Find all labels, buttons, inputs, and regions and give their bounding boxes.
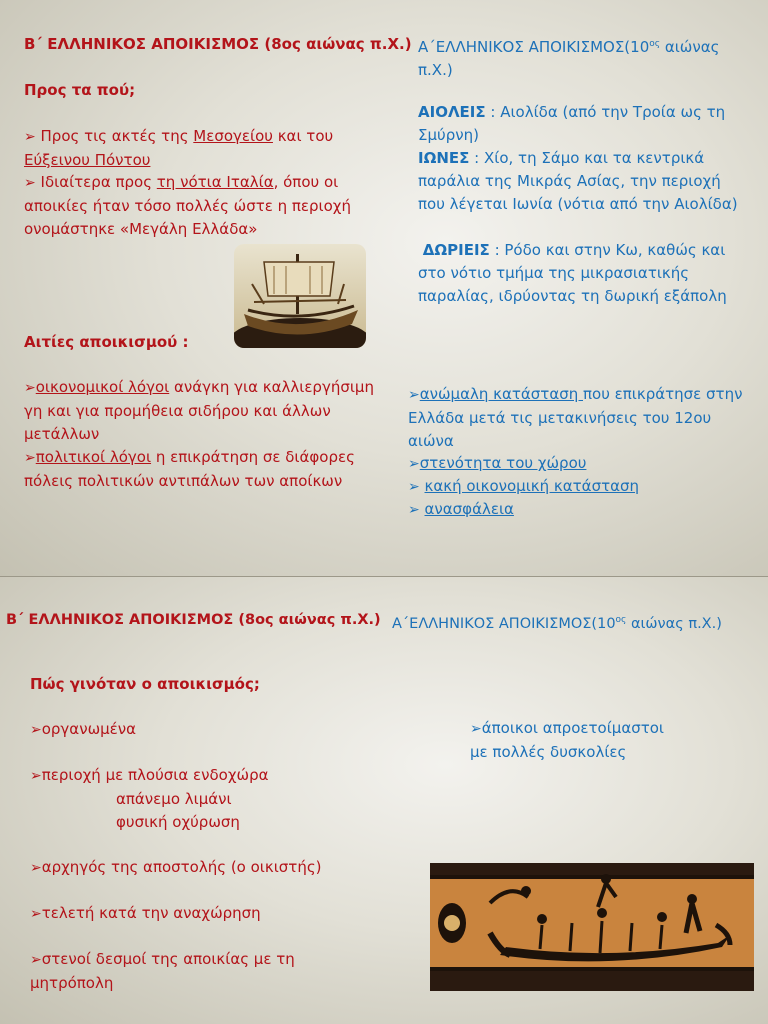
how-heading: Πώς γινόταν ο αποικισμός;: [30, 675, 260, 693]
title-sup: ος: [615, 615, 627, 625]
title-text: αιώνας π.Χ.): [418, 38, 720, 80]
how-item-text-cont: μητρόπολη: [30, 974, 114, 993]
slide1-right-title: [418, 33, 748, 82]
abnormal-situation-link[interactable]: ανώμαλη κατάσταση: [419, 385, 583, 403]
dorieis-label: ΔΩΡΙΕΙΣ: [422, 241, 490, 259]
mediterranean-link[interactable]: Μεσογείου: [193, 127, 273, 145]
reason-bullet-1: [408, 383, 760, 454]
arrow-icon: ➢: [408, 387, 420, 403]
arrow-icon: ➢: [30, 952, 42, 968]
title-text: αιώνας π.Χ.): [626, 615, 722, 632]
reason-bullet-2: [408, 452, 586, 476]
greek-ship-icon: [234, 244, 366, 348]
causes-heading: Αιτίες αποικισμού :: [24, 333, 189, 351]
bullet-text: και του: [272, 127, 334, 145]
cause-text: η επικράτηση σε διάφορες πόλεις πολιτικών αντιπάλων των αποίκων: [24, 448, 355, 491]
reason-text: που επικράτησε στην Ελλάδα μετά τις μετακινήσεις του 12ου αιώνα: [408, 385, 743, 451]
destination-bullet-1: [24, 125, 376, 172]
bullet-text: Προς τις ακτές της: [40, 127, 194, 145]
arrow-icon: ➢: [30, 768, 42, 784]
aioleis-label: ΑΙΟΛΕΙΣ: [418, 103, 486, 121]
economic-reasons-link[interactable]: οικονομικοί λόγοι: [35, 378, 170, 396]
dorieis-text: : Ρόδο και στην Κω, καθώς και στο νότιο τμήμα της μικρασιατικής παραλίας, ιδρύοντας τη δωρική εξάπολη: [418, 241, 727, 306]
title-text: Α΄ΕΛΛΗΝΙΚΟΣ ΑΠΟΙΚΙΣΜΟΣ(10: [392, 615, 616, 632]
arrow-icon: ➢: [24, 450, 36, 466]
euxine-link[interactable]: Εύξεινου Πόντου: [24, 151, 151, 170]
how-item-ceremony: [30, 902, 261, 926]
arrow-icon: ➢: [24, 175, 36, 191]
bullet-text: Ιδιαίτερα προς: [40, 173, 157, 191]
dorieis-entry: [418, 239, 748, 309]
iones-text: : Χίο, τη Σάμο και τα κεντρικά παράλια της Μικράς Ασίας, την περιοχή που λέγεται Ιωνία (νότια από την Αιολίδα): [418, 149, 738, 214]
how-subitem-harbor: απάνεμο λιμάνι: [116, 790, 232, 809]
title-text: Α΄ΕΛΛΗΝΙΚΟΣ ΑΠΟΙΚΙΣΜΟΣ(10: [418, 38, 650, 56]
arrow-icon: ➢: [30, 722, 42, 738]
how-item-text: στενοί δεσμοί της αποικίας με τη: [41, 950, 295, 968]
cause-economic: [24, 376, 384, 447]
vase-ship-painting-icon: [430, 863, 754, 991]
political-reasons-link[interactable]: πολιτικοί λόγοι: [35, 448, 152, 466]
arrow-icon: ➢: [30, 860, 42, 876]
reason-bullet-4: [408, 498, 514, 522]
title-sup: ος: [649, 39, 661, 49]
where-heading: Προς τα πού;: [24, 81, 136, 99]
bullet-text: , όπου οι αποικίες ήταν τόσο πολλές ώστε η περιοχή ονομάστηκε «Μεγάλη Ελλάδα»: [24, 173, 351, 239]
colonists-text: άποικοι απροετοίμαστοι: [481, 719, 664, 737]
south-italy-link[interactable]: τη νότια Ιταλία: [156, 173, 274, 191]
iones-label: ΙΩΝΕΣ: [418, 149, 470, 167]
arrow-icon: ➢: [24, 380, 36, 396]
iones-entry: [418, 147, 748, 217]
how-item-text: τελετή κατά την αναχώρηση: [41, 904, 261, 922]
how-item-ties: [30, 948, 295, 995]
slide2-left-title: Β΄ ΕΛΛΗΝΙΚΟΣ ΑΠΟΙΚΙΣΜΟΣ (8ος αιώνας π.Χ.): [6, 612, 381, 628]
how-item-text: περιοχή με πλούσια ενδοχώρα: [41, 766, 269, 784]
how-item-text: οργανωμένα: [41, 720, 137, 738]
slide2-right-title: [392, 609, 722, 636]
arrow-icon: ➢: [30, 906, 42, 922]
narrow-space-link[interactable]: στενότητα του χώρου: [419, 454, 587, 472]
how-item-area: [30, 764, 269, 835]
how-item-organized: [30, 718, 136, 742]
cause-text: ανάγκη για καλλιεργήσιμη γη και για προμήθεια σιδήρου και άλλων μετάλλων: [24, 378, 374, 444]
insecurity-link[interactable]: ανασφάλεια: [424, 500, 514, 518]
arrow-icon: ➢: [408, 456, 420, 472]
aioleis-entry: [418, 101, 748, 147]
reason-bullet-3: [408, 475, 639, 499]
arrow-icon: ➢: [408, 502, 420, 518]
arrow-icon: ➢: [470, 721, 482, 737]
bad-economy-link[interactable]: κακή οικονομική κατάσταση: [424, 477, 640, 495]
arrow-icon: ➢: [24, 129, 36, 145]
aioleis-text: : Αιολίδα (από την Τροία ως τη Σμύρνη): [418, 103, 726, 145]
how-item-text: αρχηγός της αποστολής (ο οικιστής): [41, 858, 322, 876]
slide1-left-title: Β΄ ΕΛΛΗΝΙΚΟΣ ΑΠΟΙΚΙΣΜΟΣ (8ος αιώνας π.Χ.): [24, 35, 412, 53]
slide-2: [0, 577, 768, 1024]
cause-political: [24, 446, 384, 493]
arrow-icon: ➢: [408, 479, 420, 495]
how-item-leader: [30, 856, 321, 880]
unprepared-colonists: [470, 717, 664, 764]
destination-bullet-2: [24, 171, 376, 242]
how-subitem-fortification: φυσική οχύρωση: [116, 813, 240, 832]
colonists-text-cont: με πολλές δυσκολίες: [470, 743, 627, 762]
